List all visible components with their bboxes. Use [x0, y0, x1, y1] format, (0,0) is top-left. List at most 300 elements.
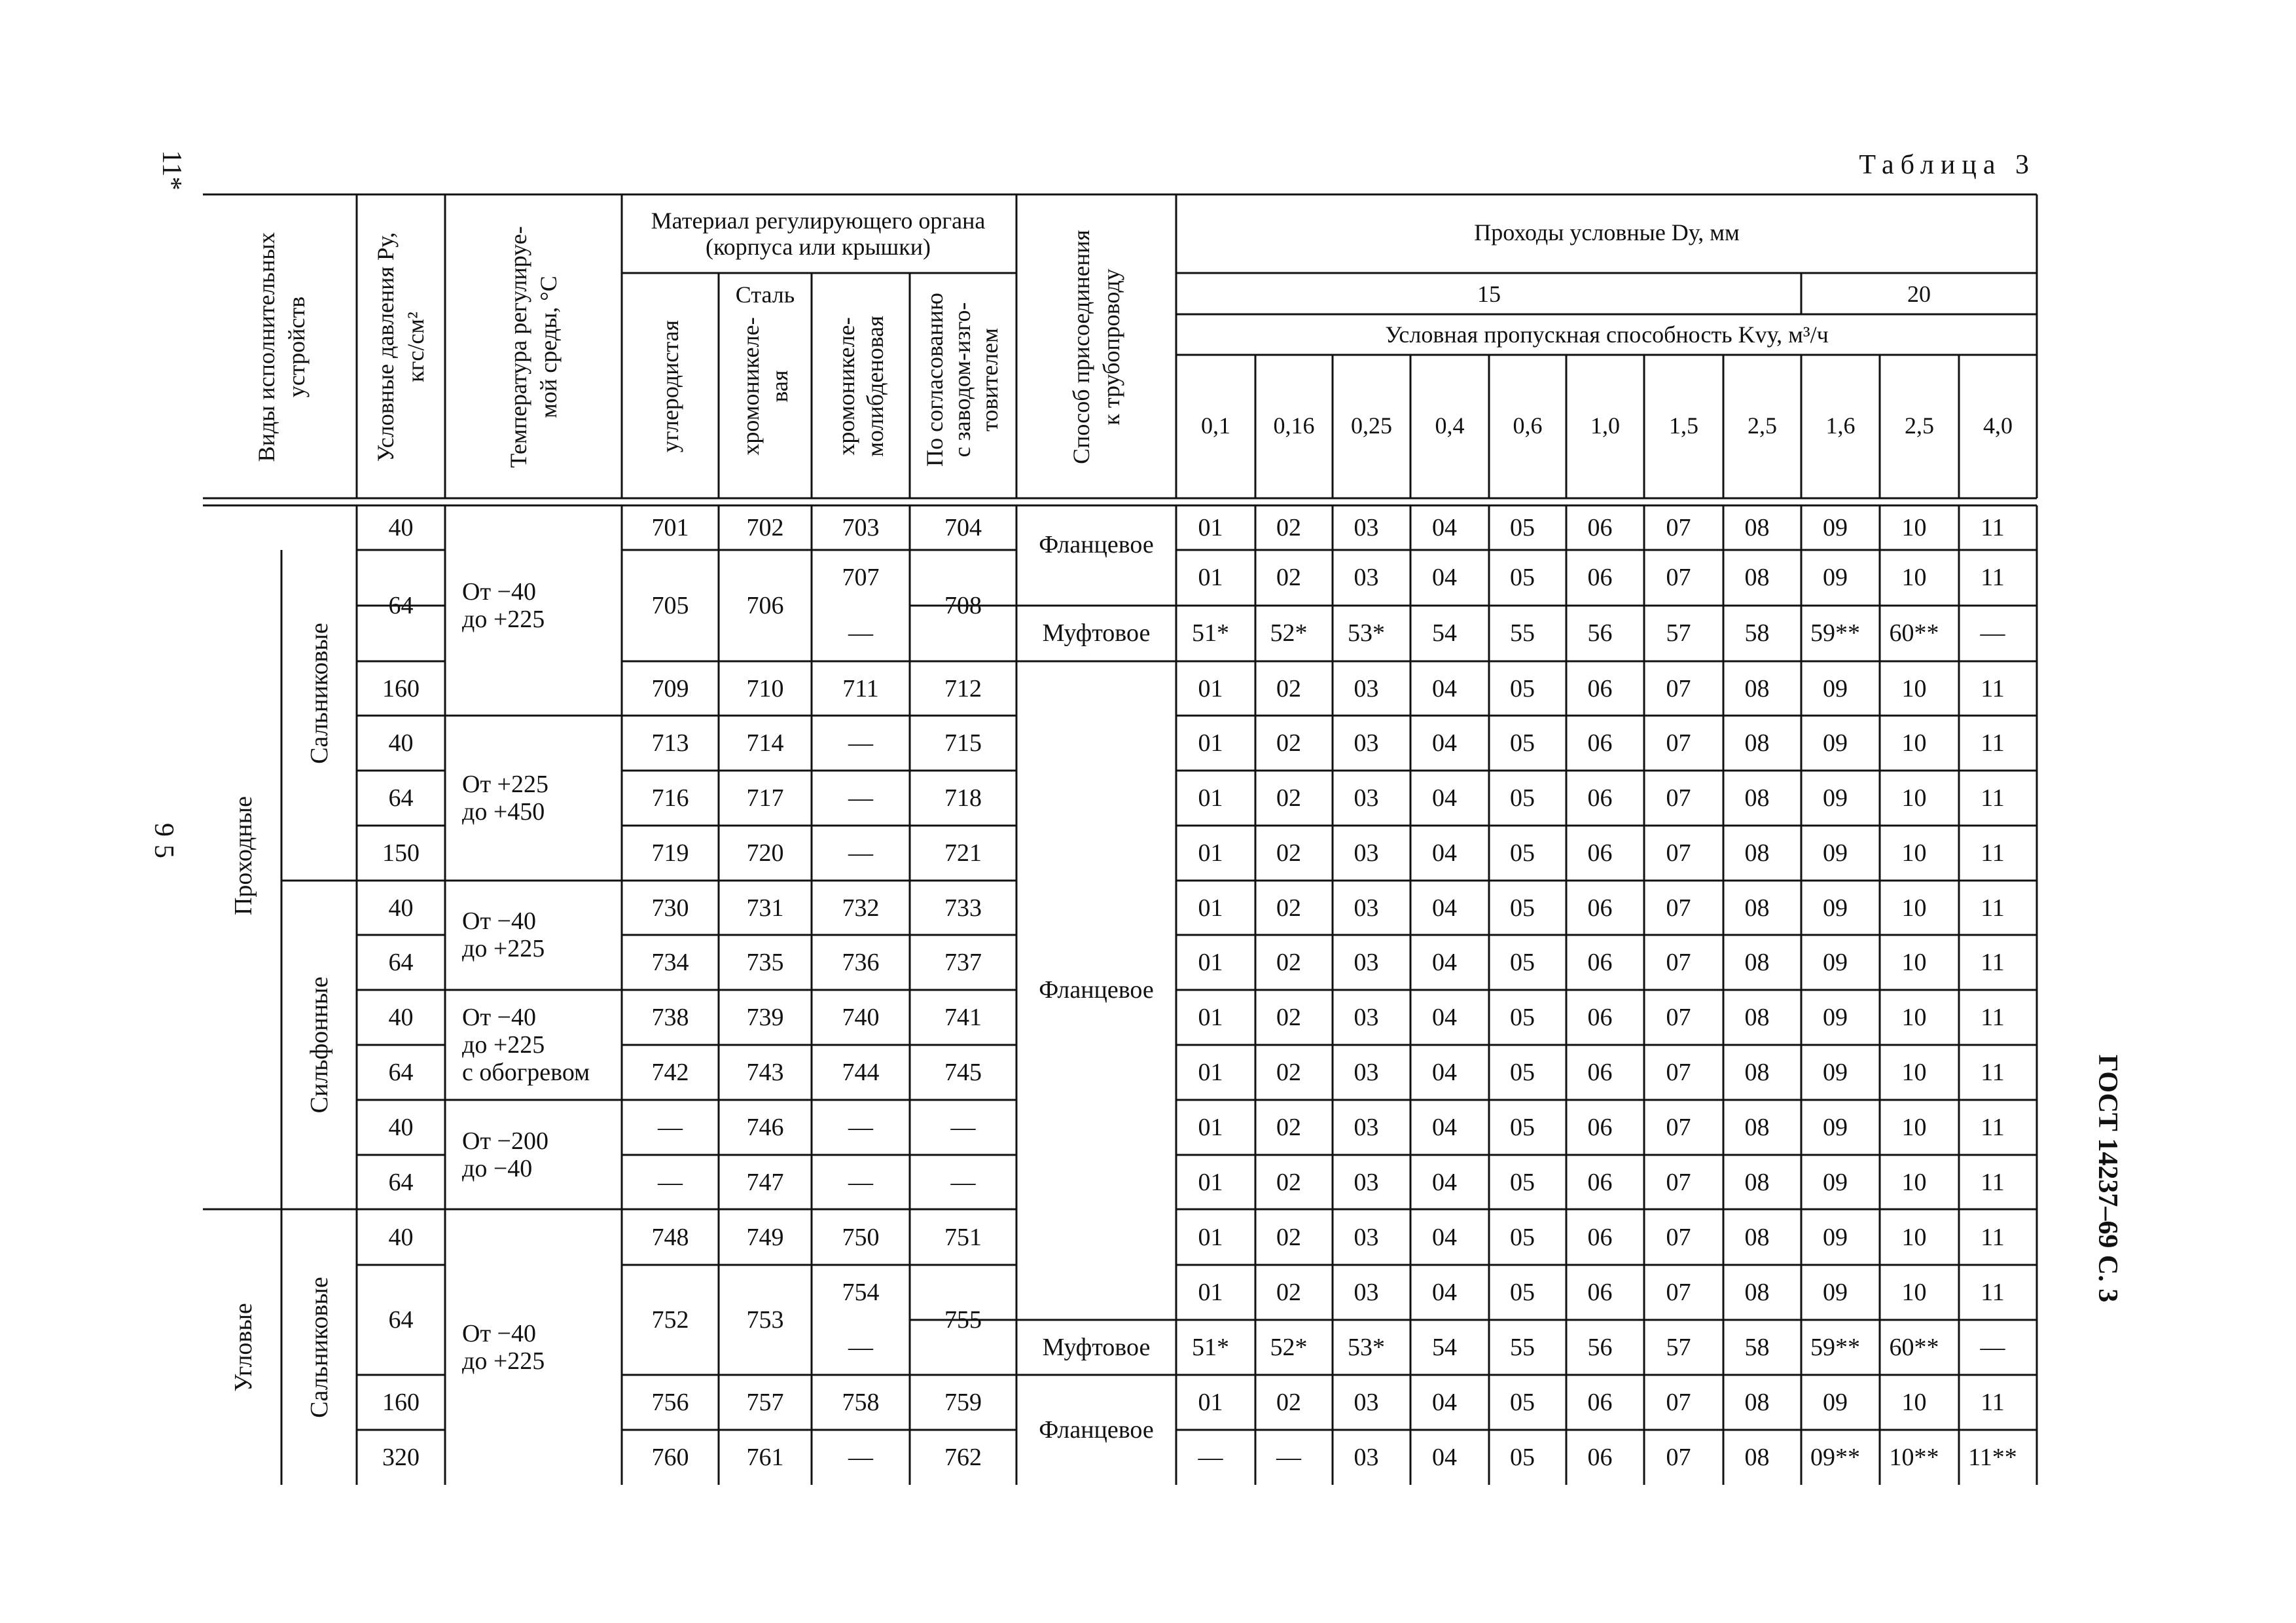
code-cell: 07: [1666, 1059, 1691, 1086]
code-cell: 03: [1354, 1444, 1379, 1471]
code-cell: 08: [1744, 1389, 1770, 1416]
document-id: ГОСТ 14237–69 С. 3: [2092, 1054, 2123, 1303]
code-cell: 03: [1354, 514, 1379, 541]
temp-range-line: с обогревом: [462, 1059, 590, 1086]
code-cell: 07: [1666, 514, 1691, 541]
code-cell: 04: [1432, 1224, 1457, 1251]
connection-type: Фланцевое: [1039, 976, 1154, 1004]
temp-range-line: до +225: [462, 606, 545, 633]
code-cell: 55: [1510, 619, 1535, 647]
code-cell: 01: [1198, 1389, 1223, 1416]
connection-type: Фланцевое: [1039, 531, 1154, 558]
material-code: 743: [746, 1059, 784, 1086]
code-cell: 02: [1276, 839, 1301, 867]
code-cell: 02: [1276, 675, 1301, 702]
material-code: 709: [651, 675, 689, 702]
material-code: 746: [746, 1114, 784, 1141]
code-cell: 08: [1744, 1004, 1770, 1031]
temp-range-line: до +225: [462, 935, 545, 962]
material-code: —: [848, 619, 873, 647]
material-code: —: [658, 1114, 683, 1141]
code-cell: 07: [1666, 1389, 1691, 1416]
material-code: 706: [746, 592, 784, 619]
material-code: 735: [746, 949, 784, 976]
kv-value: 1,5: [1669, 412, 1698, 439]
material-code: 759: [944, 1389, 982, 1416]
code-cell: 03: [1354, 1169, 1379, 1196]
connection-type: Фланцевое: [1039, 1416, 1154, 1444]
header-carbon: углеродистая: [657, 319, 683, 453]
material-code: 748: [651, 1224, 689, 1251]
code-cell: 02: [1276, 1114, 1301, 1141]
pressure-value: 64: [388, 592, 414, 619]
material-code: 760: [651, 1444, 689, 1471]
kv-value: 0,6: [1513, 412, 1543, 439]
code-cell: 09: [1823, 784, 1848, 812]
material-code: 740: [842, 1004, 880, 1031]
code-cell: 10: [1901, 514, 1927, 541]
side-mark: 11*: [156, 150, 187, 191]
code-cell: 08: [1744, 1279, 1770, 1306]
material-code: —: [848, 729, 873, 757]
temp-range-line: От −40: [462, 1320, 536, 1347]
code-cell: 01: [1198, 839, 1223, 867]
code-cell: 56: [1587, 619, 1613, 647]
pressure-value: 40: [388, 1004, 414, 1031]
kv-value: 4,0: [1983, 412, 2013, 439]
material-code: 741: [944, 1004, 982, 1031]
code-cell: 11: [1981, 1004, 2005, 1031]
kv-value: 1,0: [1590, 412, 1620, 439]
code-cell: 02: [1276, 1389, 1301, 1416]
kv-value: 0,4: [1435, 412, 1465, 439]
code-cell: 07: [1666, 1114, 1691, 1141]
material-code: —: [848, 1169, 873, 1196]
code-cell: 02: [1276, 1224, 1301, 1251]
code-cell: 02: [1276, 949, 1301, 976]
code-cell: 01: [1198, 1059, 1223, 1086]
material-code: 712: [944, 675, 982, 702]
material-code: 705: [651, 592, 689, 619]
material-code: 702: [746, 514, 784, 541]
material-code: —: [848, 1114, 873, 1141]
code-cell: 08: [1744, 729, 1770, 757]
code-cell: 01: [1198, 729, 1223, 757]
code-cell: —: [1198, 1444, 1223, 1471]
code-cell: 05: [1510, 1004, 1535, 1031]
code-cell: 08: [1744, 675, 1770, 702]
code-cell: 55: [1510, 1334, 1535, 1361]
header-dn20: 20: [1907, 281, 1931, 307]
code-cell: 04: [1432, 784, 1457, 812]
code-cell: 54: [1432, 1334, 1457, 1361]
group-silfonnye: Сильфонные: [306, 976, 333, 1114]
group-salnikovye: Сальниковые: [306, 1277, 333, 1418]
code-cell: 51*: [1192, 1334, 1229, 1361]
code-cell: 08: [1744, 1224, 1770, 1251]
code-cell: 11: [1981, 514, 2005, 541]
code-cell: 01: [1198, 1114, 1223, 1141]
material-code: 734: [651, 949, 689, 976]
code-cell: 10: [1901, 839, 1927, 867]
code-cell: 06: [1587, 784, 1613, 812]
code-cell: 06: [1587, 564, 1613, 591]
code-cell: 57: [1666, 1334, 1691, 1361]
temp-range-line: до +450: [462, 798, 545, 826]
kv-value: 2,5: [1748, 412, 1777, 439]
code-cell: 06: [1587, 1389, 1613, 1416]
code-cell: 08: [1744, 1169, 1770, 1196]
material-code: 747: [746, 1169, 784, 1196]
code-cell: 05: [1510, 839, 1535, 867]
code-cell: 11: [1981, 1224, 2005, 1251]
code-cell: 08: [1744, 894, 1770, 922]
code-cell: 02: [1276, 894, 1301, 922]
material-code: —: [848, 1334, 873, 1361]
code-cell: 10: [1901, 1279, 1927, 1306]
code-cell: 11: [1981, 1279, 2005, 1306]
code-cell: 05: [1510, 1279, 1535, 1306]
code-cell: 04: [1432, 514, 1457, 541]
code-cell: 07: [1666, 1279, 1691, 1306]
code-cell: 11**: [1968, 1444, 2017, 1471]
material-code: 714: [746, 729, 784, 757]
code-cell: 10**: [1889, 1444, 1939, 1471]
material-code: 753: [746, 1306, 784, 1334]
code-cell: 11: [1981, 839, 2005, 867]
code-cell: 05: [1510, 1389, 1535, 1416]
code-cell: 04: [1432, 1444, 1457, 1471]
code-cell: 03: [1354, 729, 1379, 757]
code-cell: 08: [1744, 514, 1770, 541]
code-cell: 57: [1666, 619, 1691, 647]
code-cell: 04: [1432, 1169, 1457, 1196]
code-cell: 10: [1901, 564, 1927, 591]
code-cell: 03: [1354, 1059, 1379, 1086]
header-byagreement-line: По согласованию: [922, 293, 948, 467]
header-dn15: 15: [1477, 281, 1501, 307]
code-cell: 59**: [1810, 619, 1860, 647]
material-code: 745: [944, 1059, 982, 1086]
material-code: 762: [944, 1444, 982, 1471]
code-cell: 02: [1276, 729, 1301, 757]
group-prohodnye: Проходные: [230, 795, 257, 916]
code-cell: 10: [1901, 1169, 1927, 1196]
code-cell: 02: [1276, 1059, 1301, 1086]
material-code: 755: [944, 1306, 982, 1334]
code-cell: 03: [1354, 1114, 1379, 1141]
code-cell: 04: [1432, 839, 1457, 867]
temp-range-line: От −40: [462, 1004, 536, 1031]
code-cell: 04: [1432, 949, 1457, 976]
code-cell: 06: [1587, 675, 1613, 702]
code-cell: 05: [1510, 1444, 1535, 1471]
material-code: 761: [746, 1444, 784, 1471]
pressure-value: 40: [388, 729, 414, 757]
code-cell: 02: [1276, 1169, 1301, 1196]
code-cell: 03: [1354, 839, 1379, 867]
kv-value: 0,25: [1351, 412, 1392, 439]
code-cell: 10: [1901, 1114, 1927, 1141]
code-cell: 05: [1510, 729, 1535, 757]
material-code: —: [848, 1444, 873, 1471]
code-cell: 04: [1432, 729, 1457, 757]
material-code: 749: [746, 1224, 784, 1251]
code-cell: 10: [1901, 949, 1927, 976]
code-cell: 11: [1981, 1059, 2005, 1086]
code-cell: 05: [1510, 564, 1535, 591]
code-cell: 09: [1823, 894, 1848, 922]
code-cell: 09: [1823, 1004, 1848, 1031]
code-cell: 09: [1823, 729, 1848, 757]
temp-range-line: до +225: [462, 1031, 545, 1059]
material-code: —: [848, 784, 873, 812]
code-cell: 07: [1666, 675, 1691, 702]
pressure-value: 160: [382, 1389, 420, 1416]
code-cell: 60**: [1889, 1334, 1939, 1361]
header-passes: Проходы условные Dу, мм: [1474, 219, 1740, 246]
connection-type: Муфтовое: [1042, 619, 1151, 647]
pressure-value: 40: [388, 894, 414, 922]
code-cell: 06: [1587, 894, 1613, 922]
code-cell: 58: [1744, 1334, 1770, 1361]
material-code: —: [848, 839, 873, 867]
code-cell: 06: [1587, 729, 1613, 757]
material-code: 708: [944, 592, 982, 619]
material-code: 732: [842, 894, 880, 922]
temp-range-line: От −40: [462, 578, 536, 606]
code-cell: 01: [1198, 1169, 1223, 1196]
code-cell: 10: [1901, 784, 1927, 812]
material-code: 737: [944, 949, 982, 976]
material-code: —: [658, 1169, 683, 1196]
code-cell: 09: [1823, 1224, 1848, 1251]
code-cell: 11: [1981, 1169, 2005, 1196]
code-cell: 10: [1901, 729, 1927, 757]
code-cell: 07: [1666, 839, 1691, 867]
header-byagreement-line: с заводом-изго-: [949, 302, 975, 458]
material-code: 736: [842, 949, 880, 976]
code-cell: —: [1980, 1334, 2005, 1361]
code-cell: 10: [1901, 1224, 1927, 1251]
code-cell: 52*: [1270, 619, 1308, 647]
pressure-value: 150: [382, 839, 420, 867]
material-code: 739: [746, 1004, 784, 1031]
group-uglovye: Угловые: [230, 1303, 257, 1392]
code-cell: 06: [1587, 1114, 1613, 1141]
header-chromenickelmoly-line: хромоникеле-: [833, 317, 859, 456]
temp-range-line: От +225: [462, 771, 548, 798]
pressure-value: 64: [388, 1169, 414, 1196]
code-cell: 01: [1198, 784, 1223, 812]
material-code: 756: [651, 1389, 689, 1416]
material-code: 744: [842, 1059, 880, 1086]
material-code: 710: [746, 675, 784, 702]
code-cell: 06: [1587, 1224, 1613, 1251]
code-cell: 04: [1432, 1389, 1457, 1416]
temp-range-line: до −40: [462, 1155, 533, 1182]
kv-value: 2,5: [1905, 412, 1934, 439]
code-cell: 03: [1354, 564, 1379, 591]
pressure-value: 40: [388, 1224, 414, 1251]
header-pressure-line: кгс/см²: [403, 312, 429, 382]
material-code: 716: [651, 784, 689, 812]
code-cell: 05: [1510, 675, 1535, 702]
header-chromenickelmoly-line: молибденовая: [862, 316, 888, 457]
code-cell: 01: [1198, 514, 1223, 541]
kv-value: 1,6: [1825, 412, 1856, 439]
code-cell: 10: [1901, 675, 1927, 702]
code-cell: 06: [1587, 949, 1613, 976]
code-cell: 08: [1744, 839, 1770, 867]
code-cell: —: [1980, 619, 2005, 647]
code-cell: 05: [1510, 949, 1535, 976]
code-cell: 07: [1666, 949, 1691, 976]
code-cell: 01: [1198, 1004, 1223, 1031]
code-cell: 11: [1981, 1114, 2005, 1141]
code-cell: 03: [1354, 1389, 1379, 1416]
code-cell: 08: [1744, 564, 1770, 591]
header-connection-line: к трубопроводу: [1098, 268, 1124, 426]
code-cell: 06: [1587, 514, 1613, 541]
material-code: 707: [842, 564, 880, 591]
code-cell: 05: [1510, 784, 1535, 812]
material-code: 715: [944, 729, 982, 757]
code-cell: 53*: [1348, 1334, 1385, 1361]
code-cell: 04: [1432, 894, 1457, 922]
code-cell: 10: [1901, 1004, 1927, 1031]
material-code: 733: [944, 894, 982, 922]
pressure-value: 160: [382, 675, 420, 702]
code-cell: 09: [1823, 1389, 1848, 1416]
header-connection-line: Способ присоединения: [1068, 230, 1094, 464]
code-cell: 53*: [1348, 619, 1385, 647]
code-cell: 04: [1432, 675, 1457, 702]
code-cell: 11: [1981, 564, 2005, 591]
header-material: (корпуса или крышки): [706, 234, 931, 260]
code-cell: 05: [1510, 1114, 1535, 1141]
code-cell: 04: [1432, 1279, 1457, 1306]
pressure-value: 64: [388, 949, 414, 976]
code-cell: 07: [1666, 564, 1691, 591]
code-cell: 04: [1432, 1114, 1457, 1141]
code-cell: 05: [1510, 894, 1535, 922]
code-cell: 03: [1354, 949, 1379, 976]
code-cell: 09: [1823, 949, 1848, 976]
material-code: 742: [651, 1059, 689, 1086]
material-code: 751: [944, 1224, 982, 1251]
code-cell: 09: [1823, 1114, 1848, 1141]
temp-range-line: От −200: [462, 1127, 548, 1155]
header-kvy: Условная пропускная способность Kvу, м³/ч: [1385, 321, 1829, 348]
code-cell: 02: [1276, 564, 1301, 591]
header-pressure-line: Условные давления Pу,: [372, 232, 399, 462]
pressure-value: 320: [382, 1444, 420, 1471]
code-cell: 04: [1432, 1059, 1457, 1086]
material-code: 719: [651, 839, 689, 867]
code-cell: 59**: [1810, 1334, 1860, 1361]
code-cell: 05: [1510, 1224, 1535, 1251]
material-code: 730: [651, 894, 689, 922]
code-cell: 03: [1354, 1004, 1379, 1031]
code-cell: 05: [1510, 514, 1535, 541]
material-code: 703: [842, 514, 880, 541]
kv-value: 0,16: [1273, 412, 1315, 439]
code-cell: 51*: [1192, 619, 1229, 647]
code-cell: 09: [1823, 514, 1848, 541]
code-cell: 11: [1981, 1389, 2005, 1416]
code-cell: —: [1276, 1444, 1301, 1471]
material-code: 731: [746, 894, 784, 922]
code-cell: 04: [1432, 564, 1457, 591]
code-cell: 03: [1354, 894, 1379, 922]
code-cell: 08: [1744, 1059, 1770, 1086]
code-cell: 11: [1981, 784, 2005, 812]
material-code: 721: [944, 839, 982, 867]
code-cell: 56: [1587, 1334, 1613, 1361]
material-code: —: [950, 1114, 976, 1141]
code-cell: 07: [1666, 729, 1691, 757]
material-code: —: [950, 1169, 976, 1196]
material-code: 738: [651, 1004, 689, 1031]
header-byagreement-line: товителем: [977, 328, 1003, 431]
code-cell: 09: [1823, 839, 1848, 867]
code-cell: 06: [1587, 1169, 1613, 1196]
code-cell: 06: [1587, 1004, 1613, 1031]
pressure-value: 64: [388, 1306, 414, 1334]
header-chromenickel-line: хромоникеле-: [738, 317, 764, 456]
code-cell: 03: [1354, 1279, 1379, 1306]
code-cell: 52*: [1270, 1334, 1308, 1361]
material-code: 752: [651, 1306, 689, 1334]
code-cell: 08: [1744, 1444, 1770, 1471]
code-cell: 01: [1198, 894, 1223, 922]
header-temperature-line: мой среды, °С: [535, 276, 562, 418]
code-cell: 07: [1666, 784, 1691, 812]
code-cell: 01: [1198, 675, 1223, 702]
material-code: 754: [842, 1279, 880, 1306]
material-code: 713: [651, 729, 689, 757]
code-cell: 08: [1744, 784, 1770, 812]
code-cell: 02: [1276, 1279, 1301, 1306]
code-cell: 02: [1276, 514, 1301, 541]
code-cell: 06: [1587, 1444, 1613, 1471]
code-cell: 10: [1901, 1059, 1927, 1086]
header-material: Материал регулирующего органа: [651, 208, 986, 234]
code-cell: 03: [1354, 784, 1379, 812]
material-code: 701: [651, 514, 689, 541]
code-cell: 05: [1510, 1169, 1535, 1196]
header-types-line: устройств: [283, 296, 310, 398]
header-types-line: Виды исполнительных: [253, 232, 279, 462]
connection-type: Муфтовое: [1042, 1334, 1151, 1361]
code-cell: 01: [1198, 1224, 1223, 1251]
temp-range-line: От −40: [462, 907, 536, 935]
code-cell: 07: [1666, 1224, 1691, 1251]
kv-value: 0,1: [1201, 412, 1230, 439]
code-cell: 08: [1744, 1114, 1770, 1141]
code-cell: 07: [1666, 894, 1691, 922]
material-code: 718: [944, 784, 982, 812]
code-cell: 01: [1198, 564, 1223, 591]
code-cell: 54: [1432, 619, 1457, 647]
code-cell: 06: [1587, 1059, 1613, 1086]
header-chromenickel-line: вая: [766, 370, 793, 403]
code-cell: 01: [1198, 1279, 1223, 1306]
code-cell: 09: [1823, 1169, 1848, 1196]
code-cell: 01: [1198, 949, 1223, 976]
code-cell: 03: [1354, 675, 1379, 702]
